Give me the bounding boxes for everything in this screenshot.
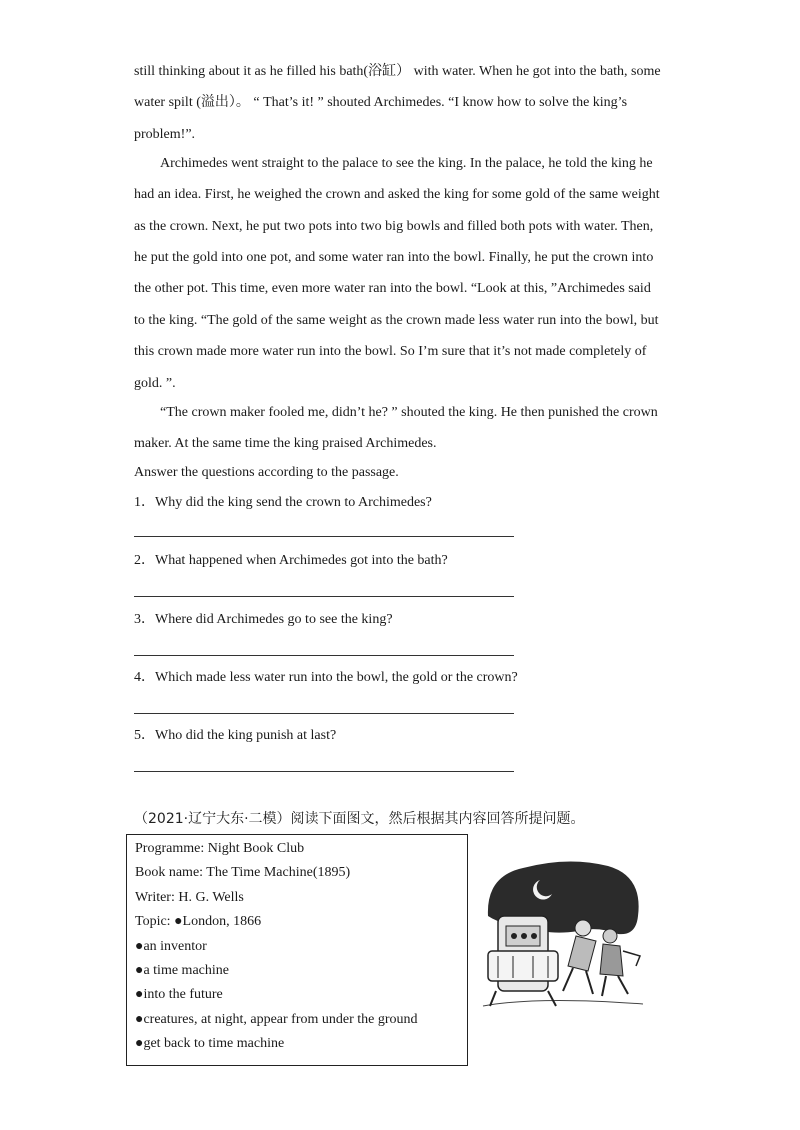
- info-box-line: Programme: Night Book Club: [135, 841, 305, 856]
- info-box-line: ●a time machine: [135, 963, 229, 978]
- passage-line: to the king. “The gold of the same weight as the crown made less water run into the bowl, but: [134, 313, 659, 328]
- info-box-line: ●into the future: [135, 987, 223, 1002]
- passage-line: problem!”.: [134, 127, 196, 142]
- passage-line: water spilt (溢出）。 “ That’s it! ” shouted Archimedes. “I know how to solve the king’s: [134, 95, 628, 110]
- instructions: Answer the questions according to the passage.: [134, 465, 399, 480]
- info-box-line: ●creatures, at night, appear from under the ground: [135, 1012, 418, 1027]
- passage-line: the other pot. This time, even more water ran into the bowl. “Look at this, ”Archimedes said: [134, 281, 651, 296]
- question-3: 3．Where did Archimedes go to see the king?: [134, 612, 393, 627]
- answer-line-3[interactable]: [134, 655, 514, 656]
- passage-line: had an idea. First, he weighed the crown and asked the king for some gold of the same weight: [134, 187, 660, 202]
- passage-line: Archimedes went straight to the palace to see the king. In the palace, he told the king he: [160, 156, 653, 171]
- passage-line: “The crown maker fooled me, didn’t he? ” shouted the king. He then punished the crown: [160, 405, 658, 420]
- info-box-line: Topic: ●London, 1866: [135, 914, 262, 929]
- answer-line-5[interactable]: [134, 771, 514, 772]
- time-machine-illustration: [478, 856, 648, 1026]
- info-box-line: ●get back to time machine: [135, 1036, 285, 1051]
- info-box: [126, 834, 468, 1066]
- answer-line-4[interactable]: [134, 713, 514, 714]
- info-box-line: ●an inventor: [135, 939, 207, 954]
- passage-line: this crown made more water run into the bowl. So I’m sure that it’s not made completely of: [134, 344, 647, 359]
- info-box-line: Writer: H. G. Wells: [135, 890, 244, 905]
- question-4: 4．Which made less water run into the bowl, the gold or the crown?: [134, 670, 518, 685]
- question-5: 5．Who did the king punish at last?: [134, 728, 337, 743]
- passage-line: still thinking about it as he filled his bath(浴缸） with water. When he got into the bath, some: [134, 64, 661, 79]
- passage-line: as the crown. Next, he put two pots into two big bowls and filled both pots with water. Then,: [134, 219, 654, 234]
- answer-line-1[interactable]: [134, 536, 514, 537]
- info-box-line: Book name: The Time Machine(1895): [135, 865, 351, 880]
- section-intro: （2021·辽宁大东·二模）阅读下面图文，然后根据其内容回答所提问题。: [134, 811, 585, 827]
- question-1: 1．Why did the king send the crown to Archimedes?: [134, 495, 432, 510]
- passage-line: maker. At the same time the king praised Archimedes.: [134, 436, 437, 451]
- question-2: 2．What happened when Archimedes got into the bath?: [134, 553, 448, 568]
- passage-line: he put the gold into one pot, and some water ran into the bowl. Finally, he put the crown into: [134, 250, 654, 265]
- answer-line-2[interactable]: [134, 596, 514, 597]
- passage-line: gold. ”.: [134, 376, 176, 391]
